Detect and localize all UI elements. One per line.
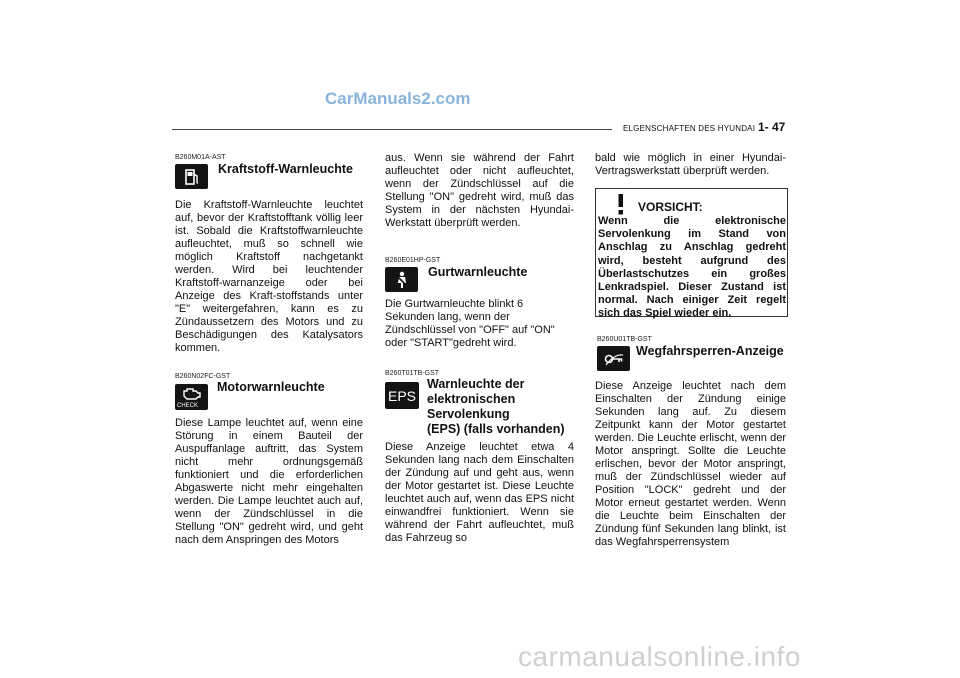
heading-engine-warning: Motorwarnleuchte <box>217 380 325 394</box>
heading-line: elektronischen <box>427 392 516 406</box>
paragraph-fuel-warning: Die Kraftstoff-Warnleuchte leuchtet auf, bevor der Kraftstofftank völlig leer ist. Sobald die Kraftstoffwarnleuchte aufleuchtet, muß so schnell wie möglich Kraftstoff nachgetankt werden. Wird bei leuchtender Kraftstoff-warnanzeige oder bei Anzeige des Kraft-stoffstands unter "E" weitergefahren, kann es zu Zündaussetzern des Motors und zu Beschädigungen des Katalysators kommen. <box>175 199 363 354</box>
section-code: B260U01TB-GST <box>597 336 652 343</box>
paragraph-belt-warning: Die Gurtwarnleuchte blinkt 6 Sekunden lang, wenn der Zündschlüssel von "OFF" auf "ON" oder "START"gedreht wird. <box>385 298 555 349</box>
caution-text: Wenn die elektronische Servolenkung im Stand von Anschlag zu Anschlag gedreht wird, besteht aufgrund des Überlastschutzes ein großes Lenkradspiel. Dieser Zustand ist normal. Nach einiger Zeit regelt sich das Spiel wieder ein. <box>598 215 786 320</box>
paragraph-engine-warning: Diese Lampe leuchtet auf, wenn eine Störung in einem Bauteil der Auspuffanlage auftritt, das System nicht mehr ordnungsgemäß funktioniert und die erforderlichen Abgaswerte nicht mehr eingehalten werden. Die Lampe leuchtet auch auf, wenn der Zündschlüssel in die Stellung "ON" gedreht wird, und geht nach dem Anspringen des Motors <box>175 417 363 546</box>
fuel-pump-icon <box>175 164 208 189</box>
engine-check-icon <box>175 384 208 410</box>
paragraph-immobilizer: Diese Anzeige leuchtet nach dem Einschalten der Zündung einige Sekunden lang auf. Zu diesem Zeitpunkt kann der Motor gestartet werden. Die Leuchte erlischt, wenn der Motor anspringt. Sollte die Leuchte erlischen, bevor der Motor anspringt, muß der Zündschlüssel wieder auf Position "LOCK" gedreht und der Motor erneut gestartet werden. Wenn die Leuchte beim Einschalten der Zündung fünf Sekunden lang blinkt, ist das Wegfahrsperrensystem <box>595 380 786 548</box>
caution-box <box>595 188 788 320</box>
heading-eps-warning <box>427 377 565 437</box>
warning-exclamation-icon <box>608 193 634 217</box>
section-code: B260M01A-AST <box>175 154 226 161</box>
watermark-top[interactable]: CarManuals2.com <box>325 89 471 108</box>
section-code: B260T01TB-GST <box>385 370 440 377</box>
paragraph-eps-continuation: bald wie möglich in einer Hyundai-Vertragswerkstatt überprüft werden. <box>595 152 786 177</box>
eps-icon <box>385 382 419 409</box>
section-code: B260N02FC-GST <box>175 373 231 380</box>
page-number: 1- 47 <box>758 120 786 134</box>
eps-icon-label: EPS <box>387 387 416 404</box>
paragraph-engine-continuation: aus. Wenn sie während der Fahrt aufleuchtet oder nicht aufleuchtet, wenn der Zündschlüssel auf die Stellung "ON" gedreht wird, muß das System in der nächsten Hyundai-Werkstatt überprüft werden. <box>385 152 574 229</box>
heading-fuel-warning: Kraftstoff-Warnleuchte <box>218 162 353 176</box>
heading-immobilizer: Wegfahrsperren-Anzeige <box>636 344 784 358</box>
key-icon <box>597 346 630 371</box>
paragraph-eps-warning: Diese Anzeige leuchtet etwa 4 Sekunden lang nach dem Einschalten der Zündung auf und geht aus, wenn der Motor gestartet ist. Diese Leuchte leuchtet auch auf, wenn das EPS nicht einwandfrei funktioniert. Wenn sie während der Fahrt aufleuchtet, muß das Fahrzeug so <box>385 441 574 544</box>
watermark-bottom: carmanualsonline.info <box>518 641 801 672</box>
check-label: CHECK <box>177 403 199 409</box>
header-rule <box>172 129 612 130</box>
heading-line: (EPS) (falls vorhanden) <box>427 422 565 436</box>
heading-belt-warning: Gurtwarnleuchte <box>428 265 528 279</box>
heading-line: Servolenkung <box>427 407 510 421</box>
section-code: B260E01HP-GST <box>385 257 441 264</box>
header-section-title: ELGENSCHAFTEN DES HYUNDAI <box>623 124 756 133</box>
caution-title: VORSICHT: <box>638 200 703 214</box>
heading-line: Warnleuchte der <box>427 377 525 391</box>
seatbelt-icon <box>385 267 418 292</box>
